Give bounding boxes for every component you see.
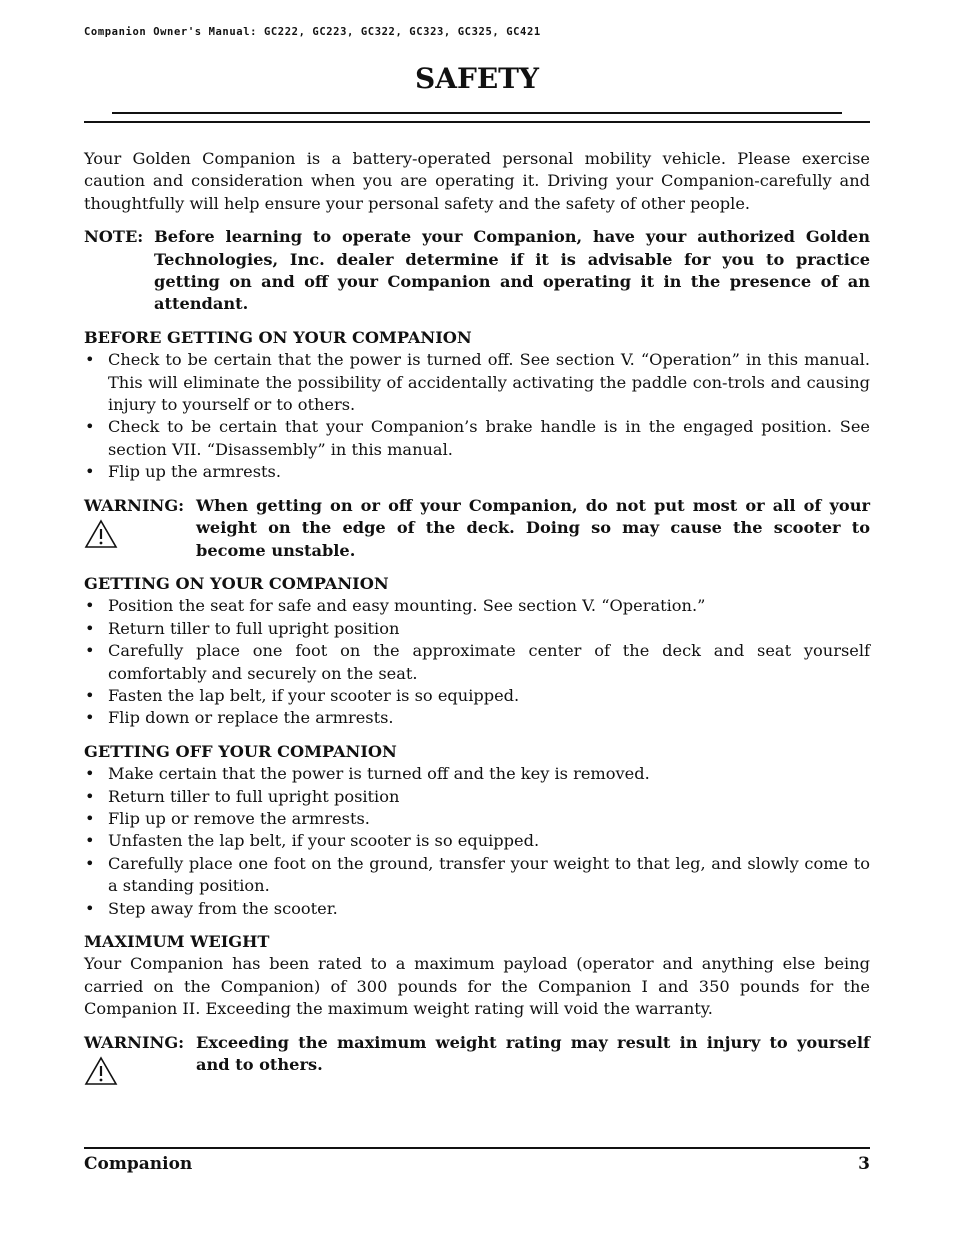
section-heading-getting-on: GETTING ON YOUR COMPANION [84, 573, 389, 593]
list-item: • Fasten the lap belt, if your scooter is so equipped. [84, 685, 870, 707]
note-paragraph: NOTE: Before learning to operate your Companion, have your authorized Golden Technologies, Inc. dealer determine if it is advisable for you to practice getting on and off your Companion and operating it in the presence of an attendant. [84, 227, 870, 314]
warning-block [84, 495, 870, 562]
section-heading-before-getting-on: BEFORE GETTING ON YOUR COMPANION [84, 327, 472, 347]
page-number: 3 [858, 1154, 870, 1174]
footer-title: Companion [84, 1154, 193, 1174]
list-item: • Return tiller to full upright position [84, 786, 870, 808]
warning-text: Exceeding the maximum weight rating may result in injury to yourself and to others. [196, 1032, 870, 1075]
page-title: SAFETY [415, 62, 539, 95]
list-item: • Carefully place one foot on the approximate center of the deck and seat yourself comfortably and securely on the seat. [84, 640, 870, 685]
warning-block [84, 1032, 870, 1077]
intro-paragraph: Your Golden Companion is a battery-operated personal mobility vehicle. Please exercise caution and consideration when you are operating it. Driving your Companion-carefully and thoughtfully will help ensure your personal safety and the safety of other people. [84, 149, 870, 213]
section-heading-maximum-weight: MAXIMUM WEIGHT [84, 932, 270, 951]
list-item: • Flip up the armrests. [84, 461, 870, 483]
warning-triangle-icon [84, 519, 118, 549]
list-item: • Carefully place one foot on the ground, transfer your weight to that leg, and slowly come to a standing position. [84, 853, 870, 898]
warning-text: When getting on or off your Companion, do not put most or all of your weight on the edge of the deck. Doing so may cause the scooter to become unstable. [196, 495, 870, 560]
warning-label: WARNING: [84, 495, 185, 515]
warning-triangle-icon [84, 1056, 118, 1086]
page-footer [84, 1154, 870, 1174]
list-item: • Check to be certain that the power is turned off. See section V. “Operation” in this manual. This will eliminate the possibility of accidentally activating the paddle con-trols and causing injury to yourself or to others. [84, 349, 870, 416]
warning-label: WARNING: [84, 1032, 185, 1052]
list-item: • Flip up or remove the armrests. [84, 808, 870, 830]
getting-off-list [84, 763, 870, 920]
section-heading-getting-off: GETTING OFF YOUR COMPANION [84, 741, 397, 761]
running-header: Companion Owner's Manual: GC222, GC223, GC322, GC323, GC325, GC421 [84, 26, 541, 38]
list-item: • Step away from the scooter. [84, 898, 870, 920]
before-getting-on-list [84, 349, 870, 483]
title-rule-thick [84, 121, 870, 123]
list-item: • Check to be certain that your Companion’s brake handle is in the engaged position. See section VII. “Disassembly” in this manual. [84, 416, 870, 461]
list-item: • Return tiller to full upright position [84, 618, 870, 640]
list-item: • Position the seat for safe and easy mounting. See section V. “Operation.” [84, 595, 870, 617]
list-item: • Unfasten the lap belt, if your scooter is so equipped. [84, 830, 870, 852]
list-item: • Make certain that the power is turned off and the key is removed. [84, 763, 870, 785]
title-rule-thin [112, 112, 842, 114]
maximum-weight-paragraph: Your Companion has been rated to a maximum payload (operator and anything else being carried on the Companion) of 300 pounds for the Companion I and 350 pounds for the Companion II. Exceeding the maximum weight rating will void the warranty. [84, 954, 870, 1019]
footer-rule [84, 1147, 870, 1149]
getting-on-list [84, 595, 870, 729]
list-item: • Flip down or replace the armrests. [84, 707, 870, 729]
content [84, 148, 870, 1087]
